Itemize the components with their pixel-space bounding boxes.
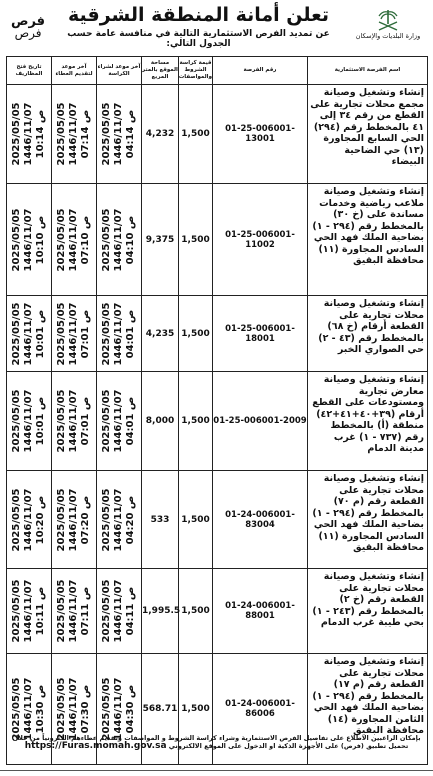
opening-date: 2025/05/05 1446/11/07 10:01 ص	[11, 302, 46, 365]
furas-website-link[interactable]: https://Furas.momah.gov.sa	[24, 741, 167, 751]
announcement-header	[3, 2, 430, 54]
opening-date-cell	[7, 569, 52, 654]
opportunity-name: إنشاء وتشغيل وصيانة مجمع محلات تجارية على القطع من رقم ٣٤ إلى ٤١ بالمخطط رقم (٢٩٤) الحي السابع المجاورة (١٣) حي الضاحية البيضاء	[308, 85, 428, 184]
footer-note	[6, 734, 427, 750]
bottom-divider	[0, 770, 433, 771]
purchase-deadline: 2025/05/05 1446/11/07 04:20 ص	[101, 488, 136, 551]
opportunity-ref: 01-25-006001-13001	[213, 85, 308, 184]
furas-logo-text: فرص	[14, 26, 42, 40]
opening-date: 2025/05/05 1446/11/07 10:10 ص	[11, 208, 46, 271]
page-subtitle: عن تمديد الفرص الاستثمارية التالية في منافسة عامة حسب الجدول التالي:	[67, 29, 330, 49]
opening-date: 2025/05/05 1446/11/07 10:01 ص	[11, 389, 46, 453]
purchase-deadline-cell	[97, 372, 142, 471]
submit-deadline: 2025/05/05 1446/11/07 07:14 ص	[56, 102, 91, 166]
opportunity-ref: 01-25-006001-18001	[213, 296, 308, 372]
purchase-deadline: 2025/05/05 1446/11/07 04:30 ص	[101, 677, 136, 741]
submit-deadline: 2025/05/05 1446/11/07 07:30 ص	[56, 677, 91, 741]
ministry-name: وزارة البلديات والإسكان	[355, 32, 421, 40]
opportunity-area: 4,235	[142, 296, 179, 372]
opportunity-area: 568.71	[142, 654, 179, 765]
opportunities-table	[6, 56, 428, 765]
submit-deadline-cell	[52, 569, 97, 654]
purchase-deadline: 2025/05/05 1446/11/07 04:10 ص	[101, 208, 136, 271]
submit-deadline-cell	[52, 85, 97, 184]
submit-deadline-cell	[52, 372, 97, 471]
opportunity-fee: 1,500	[179, 184, 213, 296]
col-header-open: تاريخ فتح المظاريف	[7, 57, 52, 85]
table-row	[7, 569, 428, 654]
opportunity-ref: 01-25-006001-11002	[213, 184, 308, 296]
opening-date-cell	[7, 85, 52, 184]
opportunity-area: 1,995.5	[142, 569, 179, 654]
ministry-logo	[350, 8, 426, 48]
purchase-deadline: 2025/05/05 1446/11/07 04:14 ص	[101, 102, 136, 166]
submit-deadline: 2025/05/05 1446/11/07 07:01 ص	[56, 389, 91, 453]
furas-logo-mark: ﻓﺮﺹ	[10, 14, 46, 29]
col-header-submit: آخر موعد لتقديم العطاء	[52, 57, 97, 85]
opportunity-ref: 01-24-006001-83004	[213, 471, 308, 569]
furas-logo	[9, 14, 47, 40]
opportunity-fee: 1,500	[179, 471, 213, 569]
announcement-page	[3, 2, 430, 770]
opening-date: 2025/05/05 1446/11/07 10:14 ص	[11, 102, 46, 166]
page-title: تعلن أمانة المنطقة الشرقية	[68, 4, 329, 26]
submit-deadline-cell	[52, 184, 97, 296]
submit-deadline: 2025/05/05 1446/11/07 07:11 ص	[56, 579, 91, 643]
opportunity-ref: 01-24-006001-86006	[213, 654, 308, 765]
table-row	[7, 296, 428, 372]
palm-swords-icon	[375, 8, 401, 32]
opportunity-area: 533	[142, 471, 179, 569]
submit-deadline: 2025/05/05 1446/11/07 07:20 ص	[56, 488, 91, 551]
opportunity-area: 9,375	[142, 184, 179, 296]
purchase-deadline: 2025/05/05 1446/11/07 04:11 ص	[101, 579, 136, 643]
col-header-area: مساحة الموقع بالمتر المربع	[142, 57, 179, 85]
col-header-name: اسم الفرصة الاستثمارية	[308, 57, 428, 85]
opening-date: 2025/05/05 1446/11/07 10:30 ص	[11, 677, 46, 741]
col-header-purchase: آخر موعد لشراء الكراسة	[97, 57, 142, 85]
opening-date: 2025/05/05 1446/11/07 10:20 ص	[11, 488, 46, 551]
opportunity-fee: 1,500	[179, 296, 213, 372]
opportunity-fee: 1,500	[179, 654, 213, 765]
opportunity-ref: 01-24-006001-88001	[213, 569, 308, 654]
purchase-deadline-cell	[97, 184, 142, 296]
purchase-deadline-cell	[97, 296, 142, 372]
opening-date-cell	[7, 296, 52, 372]
submit-deadline: 2025/05/05 1446/11/07 07:01 ص	[56, 302, 91, 365]
footer-line-1: بإمكان الراغبين الاطلاع على تفاصيل الفرص الاستثمارية وشراء كراسة الشروط و المواصفات وتقديم عطاءهم الكترونياً من خلال	[12, 734, 421, 742]
opportunity-name: إنشاء وتشغيل وصيانة محلات تجارية على القطعة أرقام (خ ٦٨) بالمخطط رقم (٤٣ - ٢) حي الصواري الخبر	[308, 296, 428, 372]
opening-date-cell	[7, 184, 52, 296]
opportunity-area: 4,232	[142, 85, 179, 184]
opportunity-name: إنشاء وتشغيل وصيانة معارض تجارية ومستودعات على القطع أرقام (٣٩+٤٠+٤١+٤٢) منطقة (أ) بالمخطط رقم (٧٣٧ - ١) غرب مدينة الدمام	[308, 372, 428, 471]
opening-date: 2025/05/05 1446/11/07 10:11 ص	[11, 579, 46, 643]
submit-deadline-cell	[52, 471, 97, 569]
table-row	[7, 372, 428, 471]
opportunity-name: إنشاء وتشغيل وصيانة ملاعب رياضية وخدمات مساندة على (خ ٣٠) بالمخطط رقم (٢٩٤ - ١) بضاحية الملك فهد الحي السادس المجاورة (١١) محافظة البقيق	[308, 184, 428, 296]
opportunity-fee: 1,500	[179, 569, 213, 654]
footer-line-2-text: تحميل تطبيق (فرص) على الأجهزة الذكية او الدخول على الموقع الالكتروني	[168, 742, 409, 750]
opportunity-name: إنشاء وتشغيل وصيانة محلات تجارية على القطعة رقم (م ٧٠) بالمخطط رقم (٢٩٤ - ١) بضاحية الملك فهد الحي السادس المجاورة (١١) محافظة البقيق	[308, 471, 428, 569]
opening-date-cell	[7, 372, 52, 471]
table-row	[7, 85, 428, 184]
footer-line-2	[6, 742, 427, 750]
opening-date-cell	[7, 471, 52, 569]
purchase-deadline-cell	[97, 85, 142, 184]
purchase-deadline: 2025/05/05 1446/11/07 04:01 ص	[101, 389, 136, 453]
submit-deadline: 2025/05/05 1446/11/07 07:10 ص	[56, 208, 91, 271]
opportunity-ref: 01-25-006001-2009	[213, 372, 308, 471]
submit-deadline-cell	[52, 296, 97, 372]
purchase-deadline-cell	[97, 569, 142, 654]
table-row	[7, 184, 428, 296]
col-header-fee: قيمة كراسة الشروط والمواصفات	[179, 57, 213, 85]
purchase-deadline-cell	[97, 471, 142, 569]
opportunity-fee: 1,500	[179, 85, 213, 184]
col-header-ref: رقم الفرصة	[213, 57, 308, 85]
opportunity-area: 8,000	[142, 372, 179, 471]
purchase-deadline: 2025/05/05 1446/11/07 04:01 ص	[101, 302, 136, 365]
opportunity-fee: 1,500	[179, 372, 213, 471]
opportunity-name: إنشاء وتشغيل وصيانة محلات تجارية على القطعة رقم (م ١٧) بالمخطط رقم (٢٩٤ - ١) بضاحية الملك فهد الحي الثامن المجاورة (١٤) محافظة البقيق	[308, 654, 428, 765]
table-row	[7, 471, 428, 569]
table-header-row	[7, 57, 428, 85]
opportunity-name: إنشاء وتشغيل وصيانة محلات تجارية على القطعة رقم (خ ٢) بالمخطط رقم (٢٤٣ - ١) بحي طيبة غرب الدمام	[308, 569, 428, 654]
